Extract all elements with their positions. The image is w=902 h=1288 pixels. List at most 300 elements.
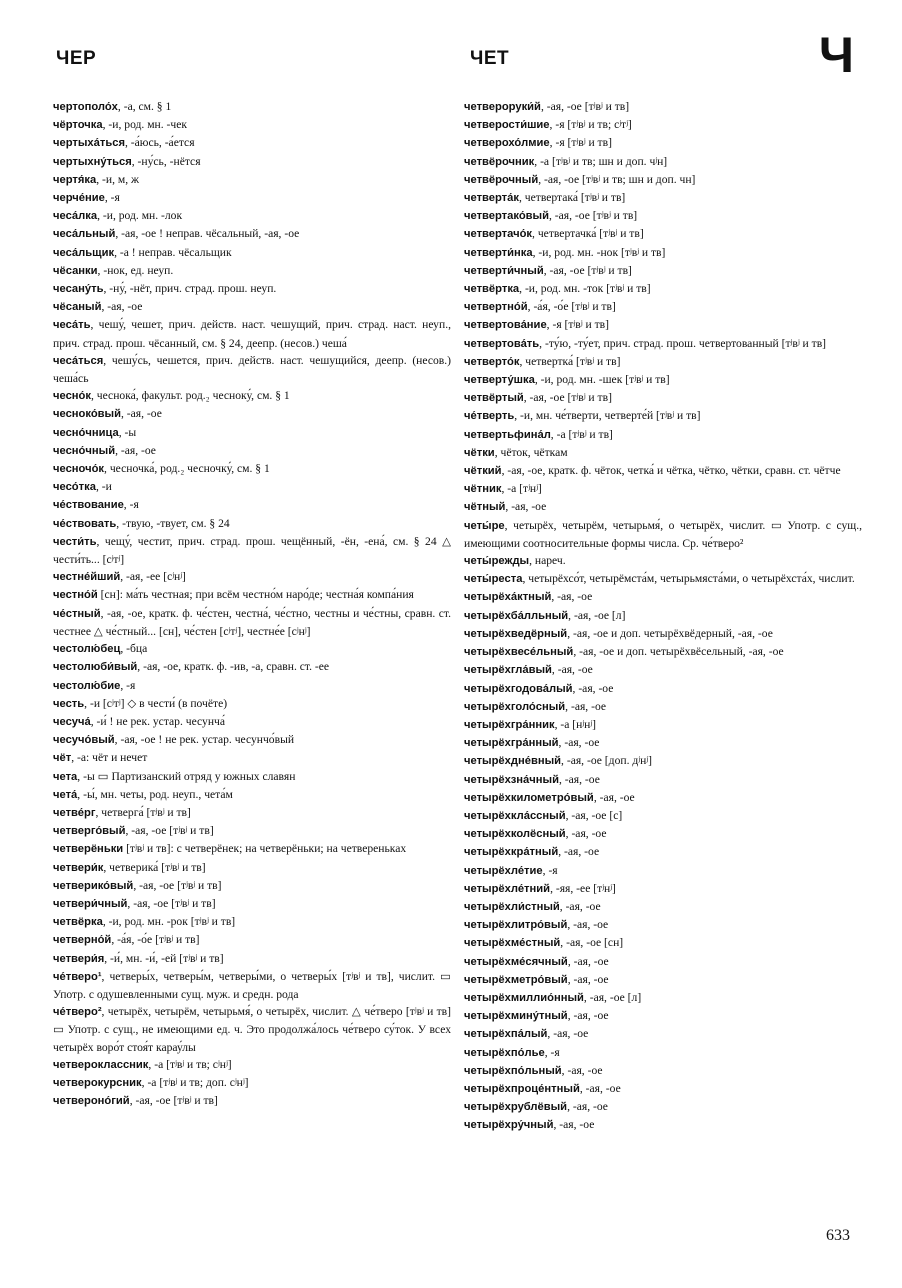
dictionary-entry	[464, 207, 862, 225]
entry-headword: че́ствовать	[53, 517, 117, 530]
dictionary-entry	[464, 407, 862, 425]
dictionary-entry	[464, 280, 862, 298]
entry-text: , -я [тʲвʲ и тв; сʲтʲ]	[549, 118, 632, 132]
entry-text: , -ая, -ое, кратк. ф. -ив, -а, сравн. ст. -ее	[137, 660, 330, 674]
entry-text: , четвертака́ [тʲвʲ и тв]	[519, 191, 626, 205]
entry-headword: чеса́ть	[53, 319, 91, 332]
entry-headword: че́тверть	[464, 410, 515, 423]
entry-text: , -ая, -ое [тʲвʲ и тв]	[127, 896, 216, 910]
dictionary-entry	[464, 171, 862, 189]
entry-headword: чёсаный	[53, 301, 102, 314]
dictionary-entry	[53, 859, 451, 877]
dictionary-entry	[53, 515, 451, 533]
entry-text: , четверга́ [тʲвʲ и тв]	[95, 805, 191, 819]
dictionary-entry	[464, 680, 862, 698]
entry-text: , -ая, -ое	[101, 300, 143, 314]
entry-headword: честолю́бец	[53, 643, 121, 656]
entry-text: , -ая, -ое	[593, 790, 635, 804]
entry-text: , -ая, -ое	[567, 1100, 608, 1114]
entry-headword: четырёхкра́тный	[464, 846, 559, 859]
entry-headword: честь	[53, 697, 85, 710]
entry-headword: четырёхвесе́льный	[464, 646, 574, 659]
dictionary-entry	[464, 771, 862, 789]
entry-headword: четырёхрублёвый	[464, 1101, 568, 1114]
dictionary-entry	[464, 989, 862, 1007]
entry-text: , -ая, -ое ! не рек. устар. чесунчо́вый	[114, 733, 295, 747]
dictionary-entry	[464, 498, 862, 516]
entry-text: , -ая, -ое [тʲвʲ и тв]	[523, 391, 612, 405]
dictionary-entry	[464, 643, 862, 661]
dictionary-entry	[53, 1056, 451, 1074]
entry-headword: чертыхну́ться	[53, 155, 132, 168]
entry-text: , -ая, -ое [сн]	[560, 936, 624, 950]
dictionary-entry	[53, 171, 451, 189]
entry-text: , четвертачка́ [тʲвʲ и тв]	[532, 227, 644, 241]
entry-headword: четве́рг	[53, 806, 96, 819]
entry-headword: четверико́вый	[53, 879, 134, 892]
entry-text: , -ая, -ое [тʲвʲ и тв]	[543, 263, 632, 277]
entry-text: , -я	[123, 498, 139, 512]
entry-text: , -бца	[120, 642, 148, 656]
dictionary-entry	[464, 389, 862, 407]
dictionary-entry	[464, 371, 862, 389]
dictionary-entry	[464, 189, 862, 207]
entry-text: , -и, род. мн. -рок [тʲвʲ и тв]	[102, 915, 236, 929]
dictionary-entry	[53, 731, 451, 749]
entry-headword: четвероклассник	[53, 1058, 149, 1071]
dictionary-entry	[53, 658, 451, 676]
dictionary-entry	[53, 189, 451, 207]
entry-headword: чертыха́ться	[53, 137, 125, 150]
dictionary-entry	[464, 825, 862, 843]
dictionary-entry	[464, 789, 862, 807]
entry-text: , -ая, -ое	[561, 1063, 603, 1077]
entry-text: , чешу́сь, чешется, прич. действ. наст. чешущийся, деепр. (несов.) чеша́сь	[53, 353, 451, 386]
entry-text: , -ая, -ое	[120, 407, 162, 421]
entry-text: , -ая, -ое [тʲвʲ и тв]	[548, 209, 638, 223]
entry-headword: четырёхли́стный	[464, 900, 560, 913]
entry-text: , -ая, -ое	[115, 443, 156, 457]
entry-headword: чертополо́х	[53, 101, 118, 113]
entry-headword: четверта́к	[464, 192, 519, 205]
entry-text: , четвертка́ [тʲвʲ и тв]	[519, 354, 621, 368]
entry-headword: четырёхмиллио́нный	[464, 991, 584, 1004]
entry-headword: четырёхдне́вный	[464, 755, 562, 768]
entry-text: , -твую, -твует, см. § 24	[116, 516, 230, 530]
dictionary-entry	[53, 387, 451, 405]
entry-text: , -и, род. мн. -нок [тʲвʲ и тв]	[532, 245, 666, 259]
dictionary-entry	[53, 840, 451, 858]
dictionary-entry	[464, 1044, 862, 1062]
dictionary-entry	[53, 225, 451, 243]
entry-text: , -и, род. мн. -лок	[97, 209, 183, 223]
entry-headword: четвери́чный	[53, 897, 128, 910]
dictionary-entry	[53, 1092, 451, 1110]
dictionary-entry	[464, 298, 862, 316]
entry-headword: чеса́льный	[53, 228, 116, 241]
dictionary-entry	[464, 426, 862, 444]
dictionary-entry	[464, 953, 862, 971]
dictionary-entry	[53, 749, 451, 767]
entry-headword: чета	[53, 770, 78, 783]
entry-text: , -ая, -ое	[553, 1118, 595, 1132]
dictionary-entry	[464, 353, 862, 371]
entry-headword: четверти́нка	[464, 246, 533, 259]
entry-headword: чеса́лка	[53, 210, 98, 223]
entry-text: , -а [тʲнʲ]	[501, 482, 542, 496]
entry-headword: чётный	[464, 501, 506, 514]
dictionary-entry	[464, 262, 862, 280]
dictionary-entry	[464, 98, 862, 116]
dictionary-entry	[53, 895, 451, 913]
entry-text: , -ая, -ое, кратк. ф. че́стен, честна́, че́стно, честны и че́стны, сравн. ст. честнее △ че́стный... [сн], че́стен [сʲтʲ], честне́е [сʲнʲ]	[53, 606, 451, 638]
entry-headword: четверокурсник	[53, 1076, 142, 1089]
entry-headword: четвери́к	[53, 861, 104, 874]
entry-text: , -и́ ! не рек. устар. чесунча́	[90, 714, 226, 728]
entry-headword: чесучо́вый	[53, 734, 115, 747]
dictionary-entry	[464, 153, 862, 171]
entry-headword: четы́реста	[464, 573, 523, 586]
dictionary-entry	[464, 716, 862, 734]
entry-headword: чести́ть	[53, 535, 97, 548]
entry-headword: четвёртый	[464, 392, 524, 405]
entry-text: [тʲвʲ и тв]: с четверёнек; на четверёньки; на четвереньках	[123, 842, 407, 856]
entry-headword: четырёхкилометро́вый	[464, 791, 594, 804]
entry-text: , четырёх, четырём, четырьмя́, о четырёх, числит. △ че́тверо [тʲвʲ и тв] ▭ Употр. с сущ., не имеющими ед. ч. Это продолжа́лось че́тверо су́ток. У всех четырёх воро́т стоя́т карау́лы	[53, 1005, 451, 1054]
entry-text: , -а: чёт и нечет	[71, 751, 148, 765]
entry-text: , -ая, -ое	[572, 681, 614, 695]
entry-headword: четырёхметро́вый	[464, 973, 568, 986]
entry-text: , -ы ▭ Партизанский отряд у южных славян	[77, 769, 296, 783]
dictionary-entry	[464, 916, 862, 934]
entry-text: , -и	[95, 480, 112, 494]
entry-text: , -а́я, -о́е [тʲвʲ и тв]	[111, 933, 200, 947]
entry-headword: четырёхме́стный	[464, 937, 561, 950]
entry-text: , -ну́сь, -нётся	[131, 154, 201, 168]
entry-headword: чёт	[53, 752, 72, 765]
entry-text: , -ая, -ое	[559, 899, 601, 913]
entry-headword: четвёрочник	[464, 155, 535, 168]
entry-text: , четырёх, четырём, четырьмя́, о четырёх, числит. ▭ Употр. с сущ., имеющими соотносительные формы числа. Ср. че́тверо²	[464, 518, 862, 550]
entry-text: , -ая, -ое	[567, 918, 609, 932]
dictionary-entry	[464, 898, 862, 916]
entry-text: , -яя, -ее [тʲнʲ]	[550, 881, 616, 895]
entry-headword: четырёхмину́тный	[464, 1010, 568, 1023]
entry-text: , -ая, -ое [л]	[583, 990, 642, 1004]
dictionary-entry	[53, 352, 451, 387]
entry-text: , -ая, -ое	[558, 736, 600, 750]
entry-text: , -а [тʲвʲ и тв]	[550, 427, 613, 441]
entry-text: , -нок, ед. неуп.	[97, 263, 174, 277]
entry-text: , -ая, -ое	[551, 590, 593, 604]
entry-headword: четвертова́ние	[464, 319, 547, 332]
dictionary-entry	[53, 786, 451, 804]
dictionary-entry	[53, 442, 451, 460]
dictionary-entry	[53, 298, 451, 316]
dictionary-entry	[464, 880, 862, 898]
dictionary-entry	[53, 605, 451, 640]
entry-text: , -ая, -ое, кратк. ф. чёток, четка́ и чётка, чётко, чётки, сравн. ст. чётче	[501, 464, 841, 478]
entry-headword: четырёхпо́льный	[464, 1064, 562, 1077]
entry-headword: четырёха́ктный	[464, 591, 552, 604]
entry-headword: четырёхведёрный	[464, 627, 568, 640]
dictionary-entry	[464, 462, 862, 480]
entry-headword: чёсанки	[53, 264, 98, 277]
dictionary-entry	[53, 568, 451, 586]
dictionary-entry	[53, 280, 451, 298]
dictionary-entry	[53, 822, 451, 840]
entry-headword: четырёхле́тие	[464, 864, 543, 877]
dictionary-entry	[464, 971, 862, 989]
entry-text: , -и, род. мн. -чек	[102, 118, 188, 132]
entry-headword: чесно́к	[53, 390, 91, 403]
dictionary-entry	[53, 405, 451, 423]
dictionary-entry	[53, 768, 451, 786]
entry-text: , четырёхсо́т, четырёмста́м, четырьмяста́ми, о четырёхста́х, числит.	[522, 572, 855, 586]
entry-headword: чесно́чный	[53, 444, 116, 457]
entry-text: , -ая, -ое	[558, 772, 600, 786]
dictionary-entry	[464, 1098, 862, 1116]
entry-text: , -и́, мн. -и́, -ей [тʲвʲ и тв]	[104, 951, 224, 965]
entry-headword: чеса́ться	[53, 354, 104, 367]
entry-text: , -а [нʲнʲ]	[554, 717, 597, 731]
entry-headword: четвертачо́к	[464, 228, 533, 241]
entry-text: , -я	[120, 678, 136, 692]
dictionary-entry	[464, 625, 862, 643]
entry-text: , -ы́, мн. четы, род. неуп., чета́м	[77, 787, 233, 801]
dictionary-entry	[464, 698, 862, 716]
dictionary-entry	[53, 116, 451, 134]
entry-text: , четверы́х, четверы́м, четверы́ми, о четверы́х [тʲвʲ и тв], числит. ▭ Употр. с одушевленными сущ. муж. и средн. рода	[53, 969, 451, 1001]
entry-headword: черче́ние	[53, 192, 105, 205]
entry-text: , -а́я, -о́е [тʲвʲ и тв]	[527, 300, 616, 314]
dictionary-entry	[53, 533, 451, 568]
entry-text: , -ая, -ое	[567, 954, 609, 968]
entry-headword: четырёхме́сячный	[464, 955, 568, 968]
entry-headword: четы́ре	[464, 519, 505, 532]
dictionary-entry	[53, 244, 451, 262]
entry-headword: четвёртка	[464, 283, 520, 296]
entry-headword: четырёхкла́ссный	[464, 809, 566, 822]
dictionary-entry	[53, 98, 451, 116]
entry-headword: четырёхгодова́лый	[464, 682, 573, 695]
entry-text: , -ая, -ое [тʲвʲ и тв]	[540, 100, 630, 113]
dictionary-entry	[464, 552, 862, 570]
dictionary-entry	[53, 496, 451, 514]
entry-headword: че́ствование	[53, 499, 124, 512]
entry-text: , -ая, -ое	[505, 500, 547, 514]
entry-text: , -ая, -ое [с]	[565, 808, 623, 822]
entry-headword: четвёрочный	[464, 173, 539, 186]
running-head-right: ЧЕТ	[470, 48, 510, 69]
entry-headword: честно́й	[53, 589, 98, 602]
dictionary-entry	[464, 807, 862, 825]
dictionary-entry	[464, 661, 862, 679]
entry-headword: четвертако́вый	[464, 210, 549, 223]
entry-headword: чётки	[464, 446, 495, 459]
dictionary-entry	[464, 588, 862, 606]
dictionary-entry	[464, 934, 862, 952]
entry-text: , -ту́ю, -ту́ет, прич. страд. прош. четвертованный [тʲвʲ и тв]	[539, 336, 827, 350]
dictionary-entry	[53, 640, 451, 658]
entry-text: , -и, мн. че́тверти, четверте́й [тʲвʲ и тв]	[514, 409, 701, 423]
dictionary-entry	[53, 1003, 451, 1056]
entry-headword: чертя́ка	[53, 173, 97, 186]
entry-headword: четырёхру́чный	[464, 1119, 554, 1132]
entry-headword: четвертьфина́л	[464, 428, 551, 441]
entry-text: , -ая, -ое [л]	[568, 608, 626, 622]
entry-text: , -ая, -ое ! неправ. чёсальный, -ая, -ое	[115, 227, 300, 241]
dictionary-entry	[53, 804, 451, 822]
dictionary-entry	[53, 677, 451, 695]
entry-headword: че́тверо¹	[53, 970, 102, 983]
entry-headword: четвероруки́й	[464, 101, 541, 113]
entry-text: , -а [тʲвʲ и тв; доп. сʲнʲ]	[141, 1075, 249, 1089]
entry-headword: четвертно́й	[464, 301, 528, 314]
dictionary-entry	[53, 713, 451, 731]
dictionary-entry	[53, 460, 451, 478]
dictionary-entry	[464, 316, 862, 334]
entry-headword: четырёхколёсный	[464, 828, 566, 841]
dictionary-entry	[53, 931, 451, 949]
entry-headword: четырёхпо́лье	[464, 1046, 545, 1059]
entry-headword: четырёхгла́вый	[464, 664, 552, 677]
dictionary-entry	[53, 207, 451, 225]
entry-headword: четырёхзна́чный	[464, 773, 559, 786]
dictionary-entry	[464, 244, 862, 262]
dictionary-entry	[53, 424, 451, 442]
entry-headword: четверто́к	[464, 355, 520, 368]
entry-text: , -а [тʲвʲ и тв; сʲнʲ]	[148, 1057, 232, 1071]
entry-text: , -а, см. § 1	[117, 100, 172, 113]
entry-text: , -ая, -ое	[567, 1009, 609, 1023]
entry-text: , четверика́ [тʲвʲ и тв]	[103, 860, 206, 874]
entry-headword: четырёхба́лльный	[464, 609, 569, 622]
entry-text: , -ая, -ое и доп. четырёхвёсельный, -ая, -ое	[573, 645, 784, 659]
dictionary-entry	[464, 517, 862, 552]
dictionary-entry	[464, 862, 862, 880]
entry-text: , -и, род. мн. -шек [тʲвʲ и тв]	[534, 373, 670, 387]
entry-text: , чеснока́, факульт. род.₂ чесноку́, см. § 1	[90, 389, 290, 403]
right-column	[464, 98, 862, 1135]
entry-headword: четверту́шка	[464, 374, 535, 387]
entry-text: , -я [тʲвʲ и тв]	[546, 318, 609, 332]
dictionary-entry	[464, 480, 862, 498]
entry-headword: чёрточка	[53, 119, 103, 132]
entry-headword: чесноко́вый	[53, 408, 121, 421]
entry-headword: четверго́вый	[53, 825, 126, 838]
entry-headword: четвероно́гий	[53, 1095, 130, 1108]
entry-headword: чесану́ть	[53, 283, 104, 296]
entry-headword: четырёхпа́лый	[464, 1028, 548, 1041]
entry-text: , -а [тʲвʲ и тв; шн и доп. чʲн]	[534, 154, 668, 168]
entry-headword: четверохо́лмие	[464, 137, 550, 150]
dictionary-entry	[464, 752, 862, 770]
left-column	[53, 98, 451, 1110]
entry-text: , -и [сʲтʲ] ◇ в чести́ (в почёте)	[84, 696, 228, 710]
entry-headword: четырёхгра́нник	[464, 718, 555, 731]
dictionary-entry	[464, 1062, 862, 1080]
entry-text: , чёток, чёткам	[494, 445, 568, 459]
entry-text: , -ы	[118, 425, 137, 439]
dictionary-entry	[464, 843, 862, 861]
entry-text: , чешу́, чешет, прич. действ. наст. чешущий, прич. страд. наст. неуп., прич. страд. прош. чёсанный, см. § 24, деепр. (несов.) чеша́	[53, 318, 451, 350]
dictionary-entry	[464, 1007, 862, 1025]
entry-headword: четверости́шие	[464, 119, 550, 132]
entry-headword: че́тверо²	[53, 1006, 102, 1019]
entry-text: , -и, род. мн. -ток [тʲвʲ и тв]	[519, 282, 651, 296]
dictionary-entry	[53, 478, 451, 496]
entry-headword: че́стный	[53, 607, 101, 620]
entry-text: , -ая, -ое [тʲвʲ и тв; шн и доп. чн]	[538, 172, 696, 186]
entry-text: , -ая, -ое [тʲвʲ и тв]	[133, 878, 222, 892]
entry-text: , чещу́, честит, прич. страд. прош. чещённый, -ён, -ена́, см. § 24 △ чести́ть... [сʲтʲ]	[53, 534, 451, 567]
dictionary-entry	[464, 570, 862, 588]
dictionary-entry	[464, 607, 862, 625]
entry-headword: чеса́льщик	[53, 246, 115, 259]
dictionary-entry	[53, 586, 451, 604]
entry-headword: честолюби́вый	[53, 661, 138, 674]
entry-text: , -а ! неправ. чёсальщик	[114, 245, 232, 259]
dictionary-entry	[53, 134, 451, 152]
entry-headword: чесночо́к	[53, 463, 105, 476]
entry-headword: чесуча́	[53, 715, 91, 728]
entry-headword: четвертова́ть	[464, 337, 540, 350]
entry-text: , -ая, -ое	[565, 827, 607, 841]
dictionary-entry	[464, 1025, 862, 1043]
entry-headword: четырёхле́тний	[464, 882, 551, 895]
entry-text: , -и, м, ж	[96, 172, 140, 186]
entry-text: , -ая, -ое	[558, 845, 600, 859]
entry-text: , -я [тʲвʲ и тв]	[549, 136, 612, 150]
page-number: 633	[826, 1227, 850, 1244]
entry-headword: честолю́бие	[53, 679, 121, 692]
entry-text: , -ая, -ое	[565, 699, 607, 713]
entry-headword: четвёрка	[53, 916, 103, 929]
section-letter: Ч	[818, 27, 854, 83]
entry-text: , -ну́, -нёт, прич. страд. прош. неуп.	[103, 282, 277, 296]
dictionary-entry	[53, 950, 451, 968]
dictionary-entry	[464, 734, 862, 752]
dictionary-entry	[464, 116, 862, 134]
dictionary-entry	[53, 1074, 451, 1092]
entry-text: , -а́юсь, -а́ется	[125, 136, 195, 150]
entry-text: , -ая, -ее [сʲнʲ]	[120, 570, 186, 584]
entry-headword: четверёньки	[53, 843, 124, 856]
dictionary-entry	[53, 913, 451, 931]
dictionary-entry	[464, 1080, 862, 1098]
dictionary-entry	[464, 1116, 862, 1134]
entry-headword: четырёхлитро́вый	[464, 919, 568, 932]
entry-text: , -ая, -ое	[567, 972, 609, 986]
dictionary-entry	[464, 335, 862, 353]
entry-text: , нареч.	[529, 554, 566, 568]
dictionary-entry	[53, 262, 451, 280]
entry-text: , -я	[544, 1045, 560, 1059]
entry-text: , -ая, -ое [доп. дʲнʲ]	[561, 754, 652, 768]
entry-text: , -я	[542, 863, 558, 877]
entry-text: , чесночка́, род.₂ чесночку́, см. § 1	[104, 462, 270, 476]
entry-headword: четырёхгра́нный	[464, 737, 559, 750]
entry-text: , -ая, -ое	[547, 1027, 589, 1041]
entry-headword: чесо́тка	[53, 481, 96, 494]
dictionary-entry	[53, 877, 451, 895]
entry-headword: чесно́чница	[53, 426, 119, 439]
dictionary-entry	[464, 225, 862, 243]
entry-headword: чета́	[53, 788, 78, 801]
entry-headword: четырёхголо́сный	[464, 700, 566, 713]
entry-headword: четверно́й	[53, 934, 112, 947]
